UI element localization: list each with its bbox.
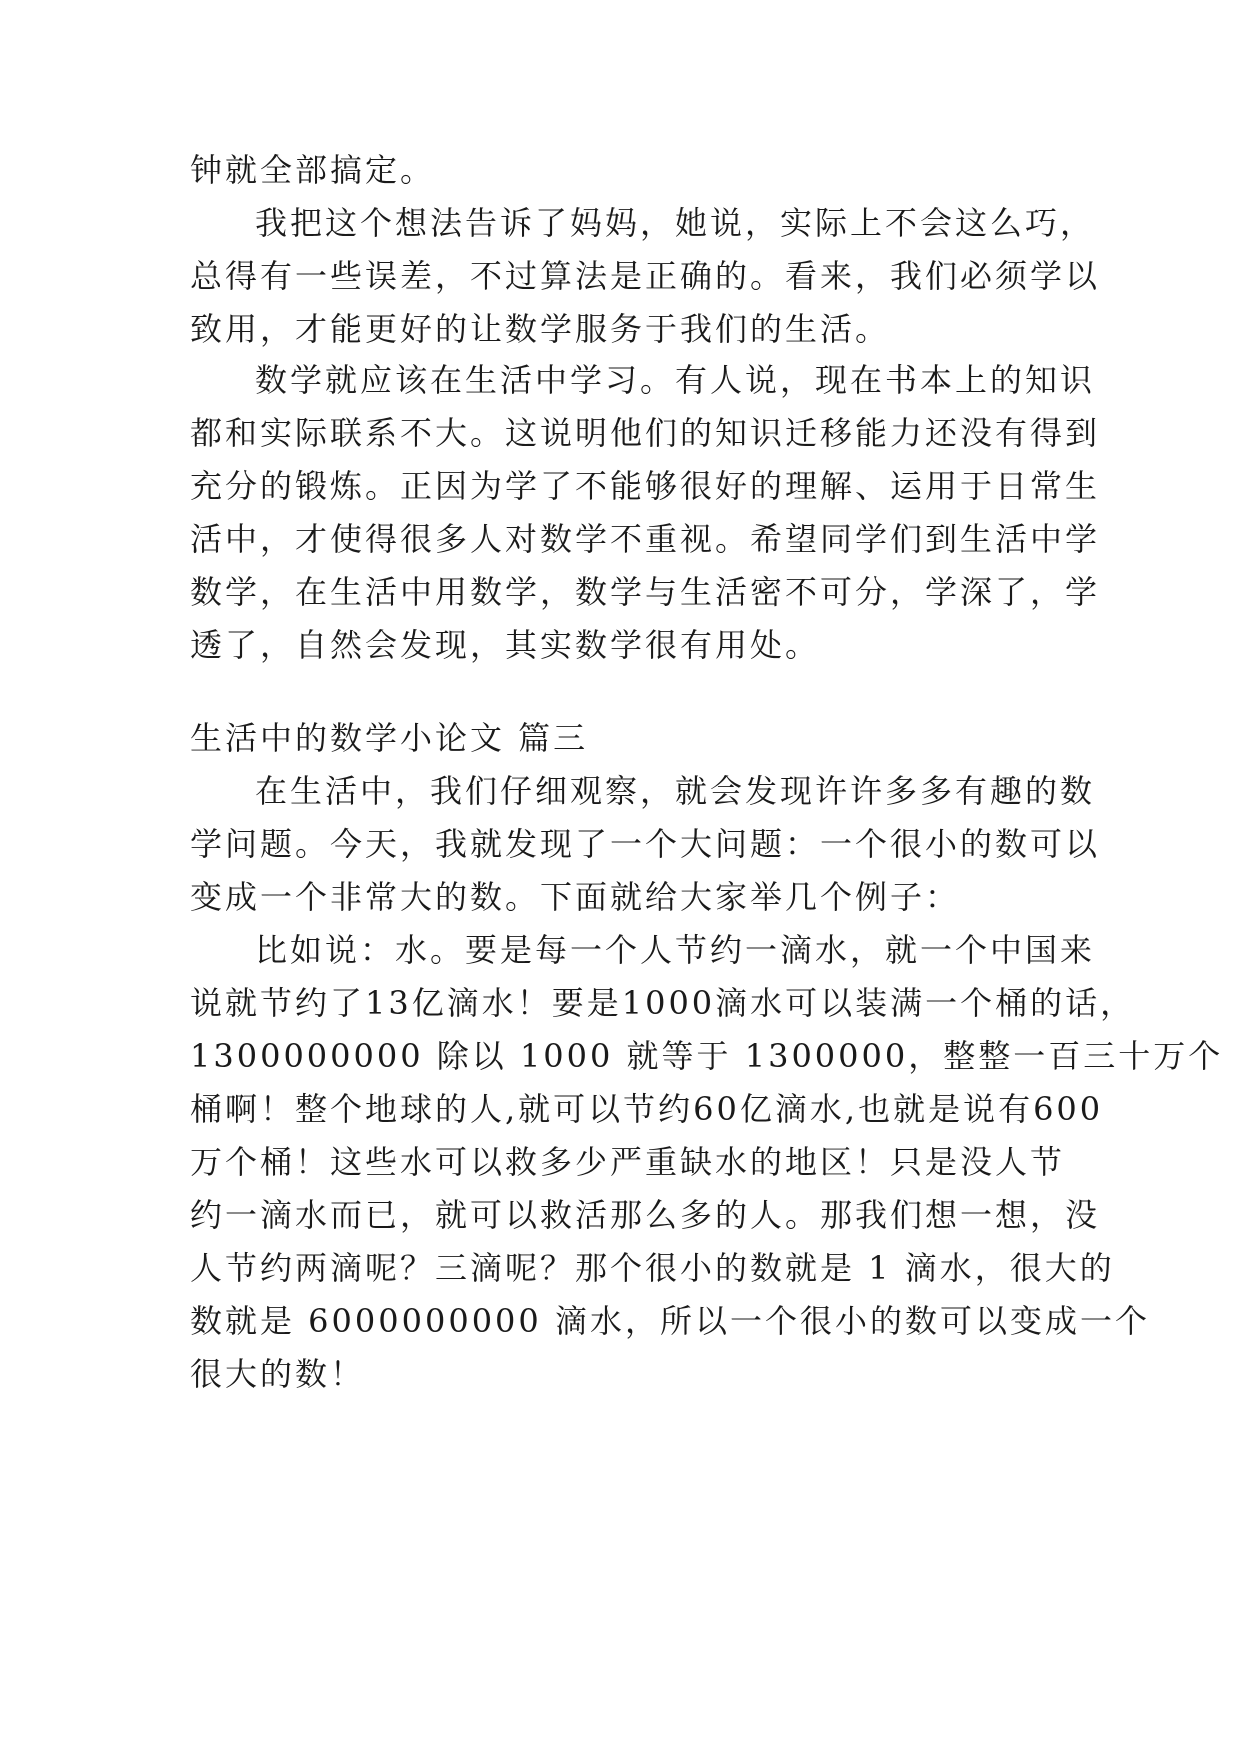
paragraph-line: 很大的数！ — [190, 1355, 366, 1393]
paragraph-line: 桶啊！整个地球的人,就可以节约60亿滴水,也就是说有600 — [190, 1090, 1104, 1128]
paragraph-line: 透了，自然会发现，其实数学很有用处。 — [190, 626, 821, 664]
paragraph-line: 总得有一些误差，不过算法是正确的。看来，我们必须学以 — [190, 257, 1101, 295]
paragraph-line: 比如说：水。要是每一个人节约一滴水，就一个中国来 — [255, 931, 1096, 969]
paragraph-line: 数学，在生活中用数学，数学与生活密不可分，学深了，学 — [190, 573, 1101, 611]
section-heading: 生活中的数学小论文 篇三 — [190, 719, 589, 757]
paragraph-line: 学问题。今天，我就发现了一个大问题：一个很小的数可以 — [190, 825, 1101, 863]
paragraph-line: 钟就全部搞定。 — [190, 151, 436, 189]
paragraph-line: 都和实际联系不大。这说明他们的知识迁移能力还没有得到 — [190, 414, 1101, 452]
paragraph-line: 数学就应该在生活中学习。有人说，现在书本上的知识 — [255, 361, 1096, 399]
paragraph-line: 万个桶！这些水可以救多少严重缺水的地区！只是没人节 — [190, 1143, 1066, 1181]
paragraph-line: 1300000000 除以 1000 就等于 1300000，整整一百三十万个 — [190, 1037, 1224, 1075]
paragraph-line: 活中，才使得很多人对数学不重视。希望同学们到生活中学 — [190, 520, 1101, 558]
paragraph-line: 致用，才能更好的让数学服务于我们的生活。 — [190, 310, 891, 348]
paragraph-line: 约一滴水而已，就可以救活那么多的人。那我们想一想，没 — [190, 1196, 1101, 1234]
paragraph-line: 充分的锻炼。正因为学了不能够很好的理解、运用于日常生 — [190, 467, 1101, 505]
paragraph-line: 说就节约了13亿滴水！要是1000滴水可以装满一个桶的话， — [190, 984, 1136, 1022]
paragraph-line: 我把这个想法告诉了妈妈，她说，实际上不会这么巧， — [255, 204, 1096, 242]
paragraph-line: 数就是 6000000000 滴水，所以一个很小的数可以变成一个 — [190, 1302, 1150, 1340]
paragraph-line: 人节约两滴呢？三滴呢？那个很小的数就是 1 滴水，很大的 — [190, 1249, 1115, 1287]
paragraph-line: 在生活中，我们仔细观察，就会发现许许多多有趣的数 — [255, 772, 1096, 810]
paragraph-line: 变成一个非常大的数。下面就给大家举几个例子： — [190, 878, 961, 916]
